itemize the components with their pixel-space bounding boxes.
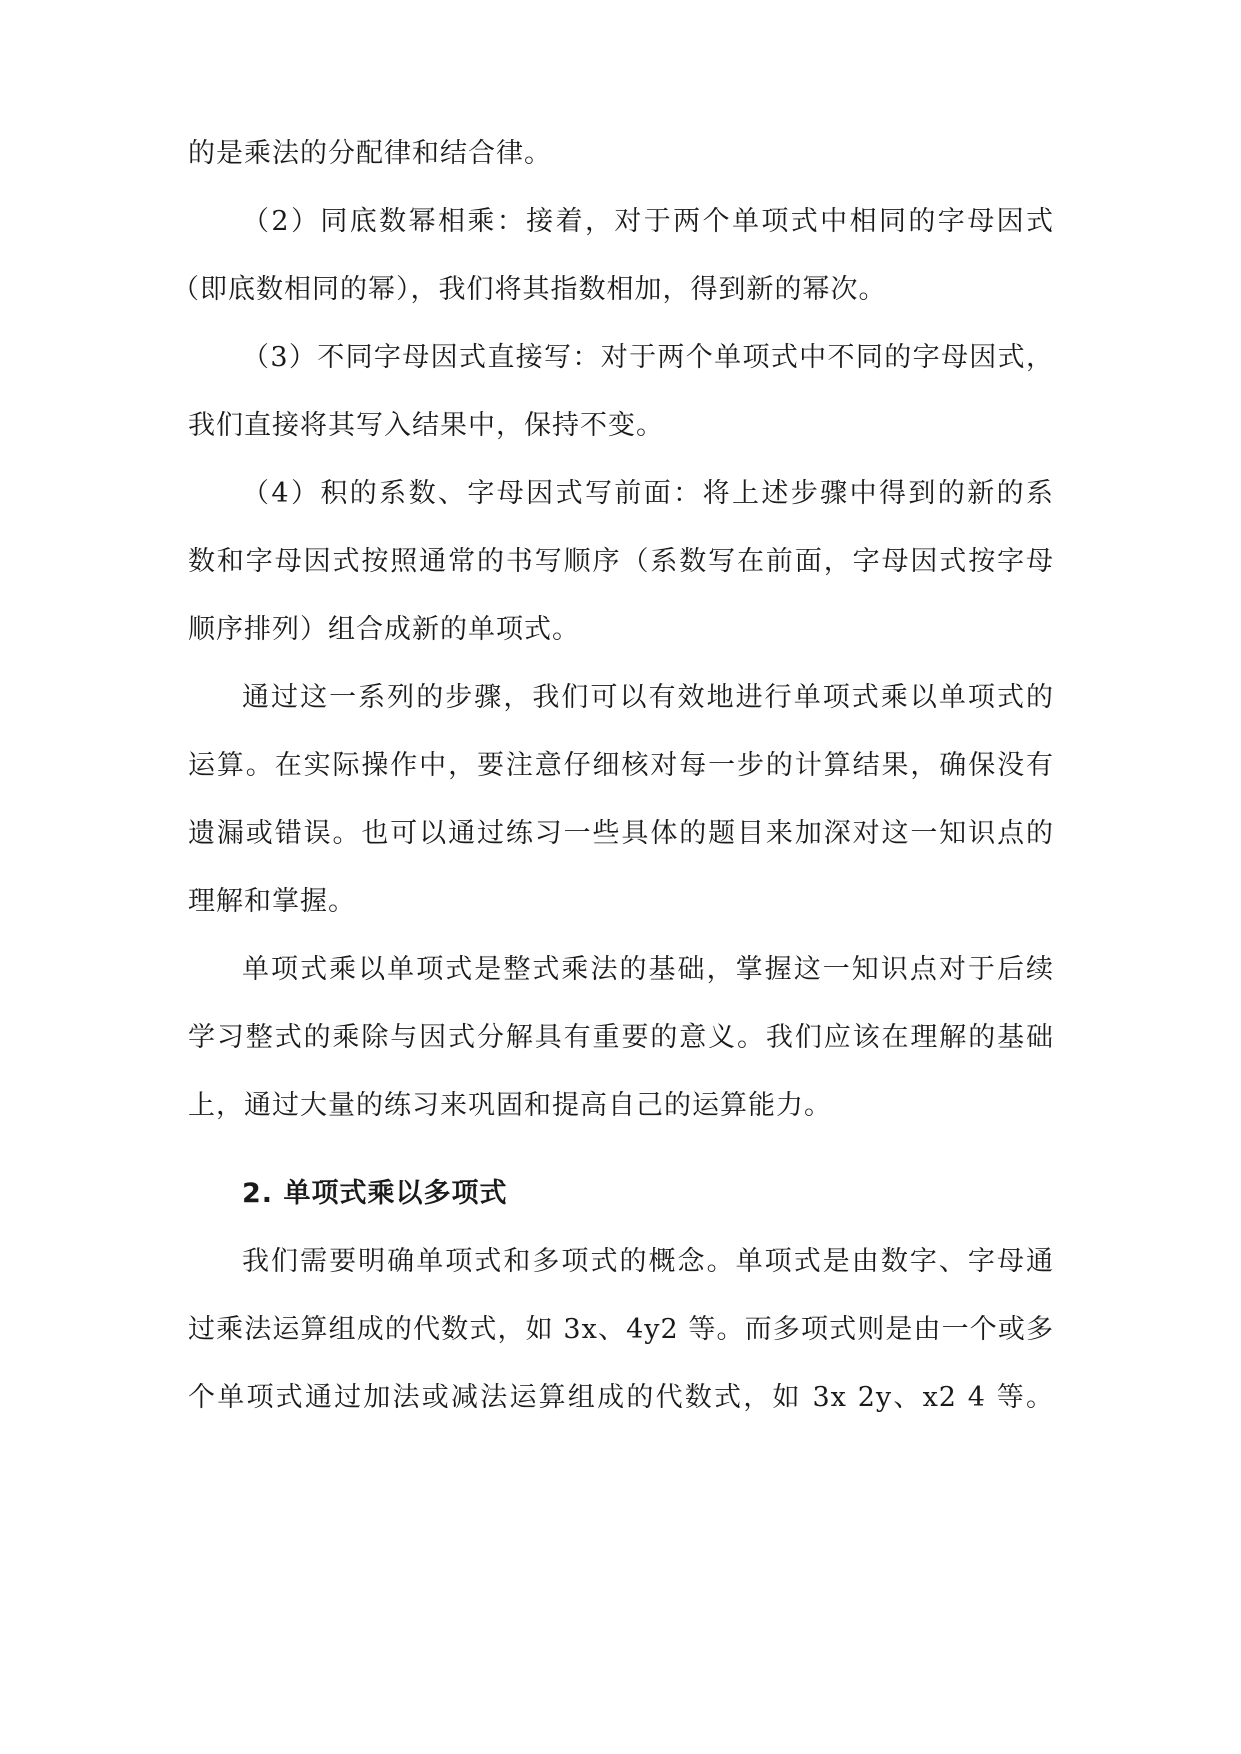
paragraph-line: 理解和掌握。 — [188, 886, 356, 917]
paragraph-line: 学习整式的乘除与因式分解具有重要的意义。我们应该在理解的基础 — [188, 1022, 1054, 1053]
paragraph-line: 过乘法运算组成的代数式，如 3x、4y2 等。而多项式则是由一个或多 — [188, 1314, 1054, 1345]
paragraph-line: （即底数相同的幂），我们将其指数相加，得到新的幂次。 — [172, 274, 887, 305]
paragraph-line: 运算。在实际操作中，要注意仔细核对每一步的计算结果，确保没有 — [188, 750, 1054, 781]
paragraph-line: 通过这一系列的步骤，我们可以有效地进行单项式乘以单项式的 — [242, 682, 1054, 713]
paragraph-line: （4）积的系数、字母因式写前面：将上述步骤中得到的新的系 — [242, 478, 1054, 509]
paragraph-line: 我们需要明确单项式和多项式的概念。单项式是由数字、字母通 — [242, 1246, 1054, 1277]
paragraph-line: 遗漏或错误。也可以通过练习一些具体的题目来加深对这一知识点的 — [188, 818, 1054, 849]
paragraph-line: 数和字母因式按照通常的书写顺序（系数写在前面，字母因式按字母 — [188, 546, 1054, 577]
paragraph-line: 顺序排列）组合成新的单项式。 — [188, 614, 580, 645]
section-heading: 2. 单项式乘以多项式 — [242, 1178, 508, 1209]
paragraph-line: （3）不同字母因式直接写：对于两个单项式中不同的字母因式， — [242, 342, 1054, 373]
paragraph-line: 个单项式通过加法或减法运算组成的代数式，如 3x 2y、x2 4 等。 — [188, 1382, 1054, 1413]
paragraph-line: 我们直接将其写入结果中，保持不变。 — [188, 410, 664, 441]
paragraph-line: 的是乘法的分配律和结合律。 — [188, 138, 552, 169]
paragraph-line: 单项式乘以单项式是整式乘法的基础，掌握这一知识点对于后续 — [242, 954, 1054, 985]
paragraph-line: （2）同底数幂相乘：接着，对于两个单项式中相同的字母因式 — [242, 206, 1054, 237]
paragraph-line: 上，通过大量的练习来巩固和提高自己的运算能力。 — [188, 1090, 832, 1121]
